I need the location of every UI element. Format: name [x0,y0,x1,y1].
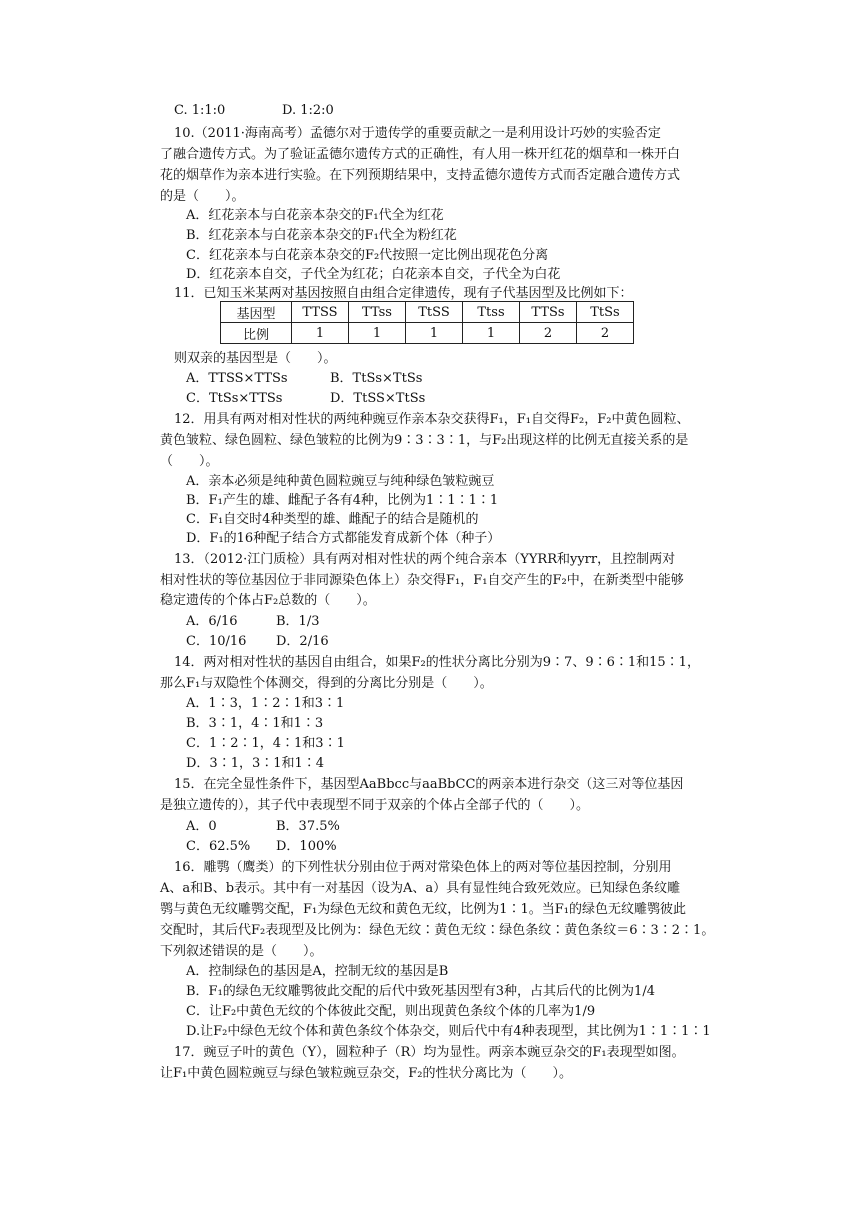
q13-text: 13．（2012·江门质检）具有两对相对性状的两个纯合亲本（YYRR和yyrr，且控制两对 [174,552,676,567]
option-d: D．2/16 [276,634,329,649]
q15-text: 15．在完全显性条件下，基因型AaBbcc与aaBbCC的两亲本进行杂交（这三对等位基因 [174,777,684,792]
option-a: A．6/16 [186,614,238,629]
option-c: C．TtSs×TTSs [186,391,283,406]
q12-text: 12．用具有两对相对性状的两纯种豌豆作亲本杂交获得F₁，F₁自交得F₂，F₂中黄色圆粒、 [174,412,690,427]
q10-text: 了融合遗传方式。为了验证孟德尔遗传方式的正确性，有人用一株开红花的烟草和一株开白 [160,147,681,162]
table-row [221,302,634,323]
table-header-cell: 比例 [221,323,292,344]
q16-option-a: A．控制绿色的基因是A，控制无纹的基因是B [186,964,449,979]
q12-option-b: B．F₁产生的雄、雌配子各有4种，比例为1∶1∶1∶1 [186,493,499,508]
table-cell: TTSs [520,302,577,323]
q10-option-c: C．红花亲本与白花亲本杂交的F₂代按照一定比例出现花色分离 [186,248,549,263]
q10-option-b: B．红花亲本与白花亲本杂交的F₁代全为粉红花 [186,228,457,243]
q14-option-a: A．1∶3，1∶2∶1和3∶1 [186,696,345,711]
q14-option-c: C．1∶2∶1，4∶1和3∶1 [186,736,345,751]
q12-text: （ ）。 [160,454,219,469]
q14-option-b: B．3∶1，4∶1和1∶3 [186,716,324,731]
q10-text: 10.（2011·海南高考）孟德尔对于遗传学的重要贡献之一是利用设计巧妙的实验否定 [174,126,661,141]
option-a: A．TTSS×TTSs [186,371,288,386]
q13-text: 相对性状的等位基因位于非同源染色体上）杂交得F₁，F₁自交产生的F₂中，在新类型中能够 [160,573,684,588]
table-cell: 2 [520,323,577,344]
q14-text: 那么F₁与双隐性个体测交，得到的分离比分别是（ ）。 [160,676,493,691]
option-b: B．TtSs×TtSs [330,371,423,386]
q15-options-ab [186,817,340,837]
q16-option-c: C．让F₂中黄色无纹的个体彼此交配，则出现黄色条纹个体的几率为1/9 [186,1004,596,1019]
table-header-cell: 基因型 [221,302,292,323]
q14-text: 14．两对相对性状的基因自由组合，如果F₂的性状分离比分别为9∶7、9∶6∶1和15∶1， [174,655,700,670]
q10-text: 花的烟草作为亲本进行实验。在下列预期结果中，支持孟德尔遗传方式而否定融合遗传方式 [160,168,681,183]
q13-options-cd [186,632,329,652]
q11-text: 则双亲的基因型是（ ）。 [174,351,337,366]
q9-options-cd [174,101,334,121]
q17-text: 17．豌豆子叶的黄色（Y），圆粒种子（R）均为显性。两亲本豌豆杂交的F₁表现型如图。 [174,1045,685,1060]
q12-option-d: D．F₁的16种配子结合方式都能发育成新个体（种子） [186,531,501,546]
q11-options-cd [186,389,426,409]
q16-text: 下列叙述错误的是（ ）。 [160,944,323,959]
option-d: D．TtSS×TtSs [330,391,426,406]
q16-text: A、a和B、b表示。其中有一对基因（设为A、a）具有显性纯合致死效应。已知绿色条纹雕 [160,881,681,896]
table-cell: TTss [349,302,406,323]
q12-option-c: C．F₁自交时4种类型的雄、雌配子的结合是随机的 [186,512,479,527]
table-cell: TTSS [292,302,349,323]
q12-text: 黄色皱粒、绿色圆粒、绿色皱粒的比例为9∶3∶3∶1，与F₂出现这样的比例无直接关系的是 [160,433,689,448]
q16-option-d: D.让F₂中绿色无纹个体和黄色条纹个体杂交，则后代中有4种表现型，其比例为1∶1∶1∶1 [186,1024,711,1039]
q16-text: 鹗与黄色无纹雕鹗交配，F₁为绿色无纹和黄色无纹，比例为1∶1。当F₁的绿色无纹雕鹗彼此 [160,902,687,917]
option-d: D．100% [276,839,337,854]
q16-option-b: B．F₁的绿色无纹雕鹗彼此交配的后代中致死基因型有3种，占其后代的比例为1/4 [186,984,655,999]
option-c: C．10/16 [186,634,247,649]
q13-text: 稳定遗传的个体占F₂总数的（ ）。 [160,593,376,608]
table-cell: Ttss [463,302,520,323]
q14-option-d: D．3∶1，3∶1和1∶4 [186,756,325,771]
q10-option-d: D．红花亲本自交，子代全为红花；白花亲本自交，子代全为白花 [186,267,561,282]
q16-text: 16．雕鹗（鹰类）的下列性状分别由位于两对常染色体上的两对等位基因控制，分别用 [174,860,672,875]
q17-text: 让F₁中黄色圆粒豌豆与绿色皱粒豌豆杂交，F₂的性状分离比为（ ）。 [160,1066,572,1081]
q15-options-cd [186,837,337,857]
option-b: B．37.5% [276,819,340,834]
option-d: D. 1:2:0 [282,103,334,118]
table-cell: TtSS [406,302,463,323]
q11-options-ab [186,369,423,389]
table-cell: 2 [577,323,634,344]
q10-text: 的是（ ）。 [160,189,245,204]
option-b: B．1/3 [276,614,320,629]
q16-text: 交配时，其后代F₂表现型及比例为：绿色无纹∶黄色无纹∶绿色条纹∶黄色条纹＝6∶3∶2∶1。 [160,923,715,938]
q10-option-a: A．红花亲本与白花亲本杂交的F₁代全为红花 [186,208,444,223]
genotype-table [220,301,634,344]
q15-text: 是独立遗传的），其子代中表现型不同于双亲的个体占全部子代的（ ）。 [160,798,590,813]
option-a: A．0 [186,819,217,834]
table-cell: 1 [349,323,406,344]
q12-option-a: A．亲本必须是纯种黄色圆粒豌豆与纯种绿色皱粒豌豆 [186,474,495,489]
option-c: C. 1:1:0 [174,103,226,118]
table-cell: 1 [463,323,520,344]
table-cell: 1 [292,323,349,344]
q11-text: 11．已知玉米某两对基因按照自由组合定律遗传，现有子代基因型及比例如下： [174,286,633,301]
table-cell: TtSs [577,302,634,323]
table-row [221,323,634,344]
table-cell: 1 [406,323,463,344]
option-c: C．62.5% [186,839,251,854]
q13-options-ab [186,612,320,632]
